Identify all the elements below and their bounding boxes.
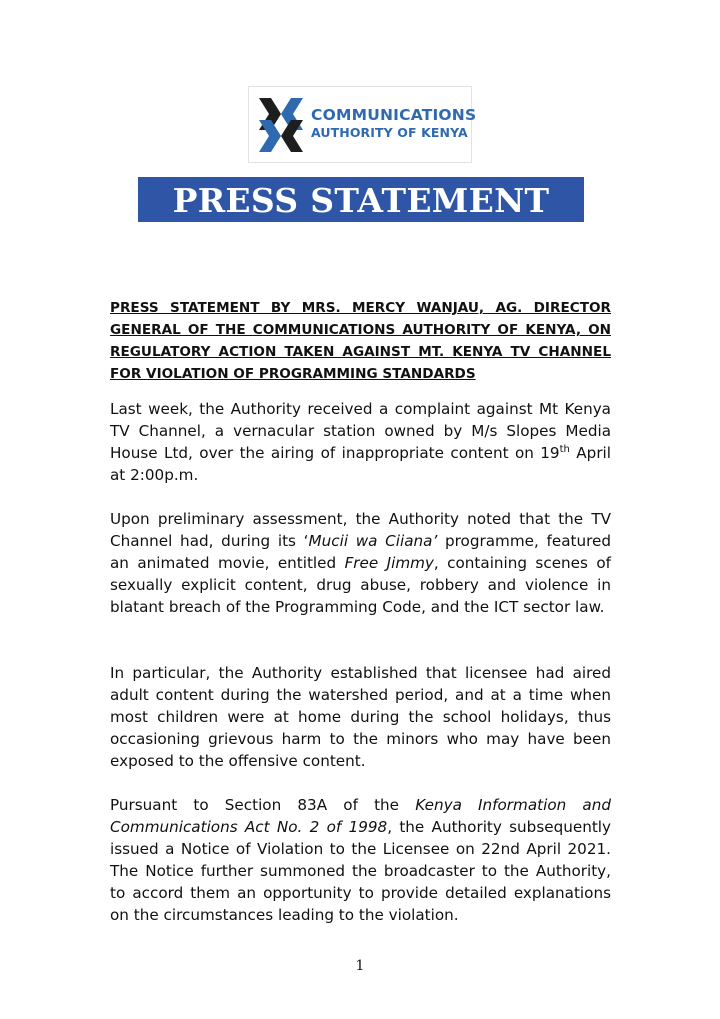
page-number: 1 [355, 958, 365, 974]
act-title: Kenya Information and Communications Act No. 2 of 1998 [110, 796, 611, 836]
paragraph-findings: In particular, the Authority established that licensee had aired adult content during the watershed period, and at a time when most children were at home during the school holidays, thus occasioning grievous harm to the minors who may have been exposed to the offensive content. [110, 664, 611, 770]
ordinal-suffix: th [559, 443, 570, 455]
authority-logo [248, 86, 477, 163]
paragraph-text: Last week, the Authority received a complaint against Mt Kenya TV Channel, a vernacular station owned by M/s Slopes Media House Ltd, over the airing of inappropriate content on 19 [110, 400, 611, 462]
statement-heading: PRESS STATEMENT BY MRS. MERCY WANJAU, AG. DIRECTOR GENERAL OF THE COMMUNICATIONS AUTHORITY OF KENYA, ON REGULATORY ACTION TAKEN AGAINST MT. KENYA TV CHANNEL FOR VIOLATION OF PROGRAMMING STANDARDS [110, 300, 611, 382]
paragraph-assessment [110, 508, 611, 618]
press-statement-banner: PRESS STATEMENT [138, 177, 584, 222]
paragraph-text: Upon preliminary assessment, the Authority noted that the TV Channel had, during its ‘ [110, 510, 611, 550]
paragraph-text: , the Authority subsequently issued a Notice of Violation to the Licensee on 22nd April 2021. The Notice further summoned the broadcaster to the Authority, to accord them an opportunity to provide detailed explanations on the circumstances leading to the violation. [110, 818, 611, 924]
programme-title: Mucii wa Ciiana’ [308, 532, 438, 550]
paragraph-complaint [110, 398, 611, 486]
paragraph-text: April at 2:00p.m. [110, 444, 611, 484]
movie-title: Free Jimmy [344, 554, 434, 572]
logo-line-1: COMMUNICATIONS [311, 106, 477, 124]
paragraph-text: , containing scenes of sexually explicit content, drug abuse, robbery and violence in blatant breach of the Programming Code, and the ICT sector law. [110, 554, 611, 616]
paragraph-text: programme, featured an animated movie, entitled [110, 532, 611, 572]
logo-wordmark [311, 107, 476, 141]
ca-logo-mark-icon [257, 94, 305, 156]
paragraph-notice [110, 794, 611, 926]
logo-line-2: AUTHORITY OF KENYA [311, 125, 468, 140]
paragraph-text: Pursuant to Section 83A of the [110, 796, 416, 814]
